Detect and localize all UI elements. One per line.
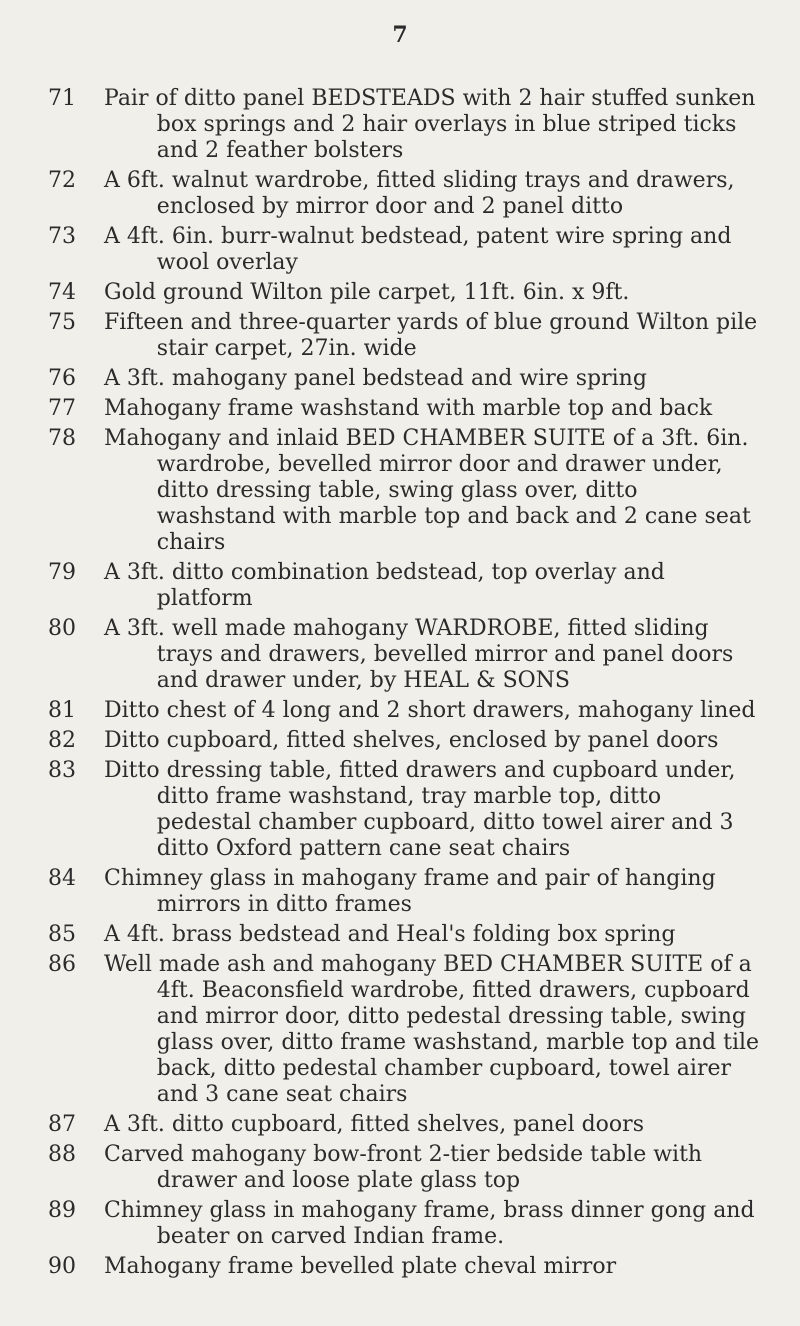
- lot-entry-88: [0, 1142, 800, 1194]
- lot-description: Mahogany and inlaid BED CHAMBER SUITE of a 3ft. 6in. wardrobe, bevelled mirror door and drawer under, ditto dressing table, swing glass over, ditto washstand with marble top and back and 2 cane seat chairs: [104, 426, 751, 555]
- lot-description: Pair of ditto panel BEDSTEADS with 2 hair stuffed sunken box springs and 2 hair overlays in blue striped ticks and 2 feather bolsters: [104, 86, 756, 163]
- page-number: 7: [392, 22, 408, 48]
- lot-description: A 6ft. walnut wardrobe, fitted sliding trays and drawers, enclosed by mirror door and 2 panel ditto: [104, 168, 735, 219]
- lot-number: 88: [48, 1142, 76, 1167]
- lot-number: 86: [48, 952, 76, 977]
- lot-number: 80: [48, 616, 76, 641]
- lot-entry-80: [0, 616, 800, 694]
- lot-entry-75: [0, 310, 800, 362]
- lot-description: Mahogany frame washstand with marble top and back: [104, 396, 713, 421]
- lot-number: 81: [48, 698, 76, 723]
- lot-entry-78: [0, 426, 800, 556]
- lot-number: 85: [48, 922, 76, 947]
- lot-number: 75: [48, 310, 76, 335]
- lot-number: 74: [48, 280, 76, 305]
- lot-entry-86: [0, 952, 800, 1108]
- lot-entry-81: [0, 698, 800, 724]
- lot-description: Chimney glass in mahogany frame, brass dinner gong and beater on carved Indian frame.: [104, 1198, 755, 1249]
- lot-number: 72: [48, 168, 76, 193]
- lot-description: A 3ft. mahogany panel bedstead and wire spring: [104, 366, 647, 391]
- lot-entry-72: [0, 168, 800, 220]
- lot-number: 83: [48, 758, 76, 783]
- lot-entry-90: [0, 1254, 800, 1280]
- lot-number: 82: [48, 728, 76, 753]
- lot-description: Ditto dressing table, fitted drawers and cupboard under, ditto frame washstand, tray marble top, ditto pedestal chamber cupboard, ditto towel airer and 3 ditto Oxford pattern cane seat chairs: [104, 758, 736, 861]
- lot-description: A 3ft. ditto combination bedstead, top overlay and platform: [104, 560, 665, 611]
- lot-number: 87: [48, 1112, 76, 1137]
- lot-description: Carved mahogany bow-front 2-tier bedside table with drawer and loose plate glass top: [104, 1142, 703, 1193]
- lot-number: 79: [48, 560, 76, 585]
- lot-description: Mahogany frame bevelled plate cheval mirror: [104, 1254, 617, 1279]
- lot-number: 89: [48, 1198, 76, 1223]
- lot-description: A 4ft. brass bedstead and Heal's folding box spring: [104, 922, 676, 947]
- lot-description: A 3ft. well made mahogany WARDROBE, fitted sliding trays and drawers, bevelled mirror and panel doors and drawer under, by HEAL & SONS: [104, 616, 734, 693]
- lot-description: A 3ft. ditto cupboard, fitted shelves, panel doors: [104, 1112, 644, 1137]
- lot-number: 78: [48, 426, 76, 451]
- lot-description: Fifteen and three-quarter yards of blue ground Wilton pile stair carpet, 27in. wide: [104, 310, 758, 361]
- lot-number: 73: [48, 224, 76, 249]
- lot-number: 76: [48, 366, 76, 391]
- lot-entry-73: [0, 224, 800, 276]
- lot-entry-83: [0, 758, 800, 862]
- lot-description: Well made ash and mahogany BED CHAMBER SUITE of a 4ft. Beaconsfield wardrobe, fitted drawers, cupboard and mirror door, ditto pedestal dressing table, swing glass over, ditto frame washstand, marble top and tile back, ditto pedestal chamber cupboard, towel airer and 3 cane seat chairs: [104, 952, 760, 1107]
- lot-description: Chimney glass in mahogany frame and pair of hanging mirrors in ditto frames: [104, 866, 716, 917]
- lot-entry-87: [0, 1112, 800, 1138]
- lot-description: Ditto chest of 4 long and 2 short drawers, mahogany lined: [104, 698, 756, 723]
- lot-entry-84: [0, 866, 800, 918]
- lot-number: 90: [48, 1254, 76, 1279]
- lot-description: A 4ft. 6in. burr-walnut bedstead, patent wire spring and wool overlay: [104, 224, 732, 275]
- lot-entry-82: [0, 728, 800, 754]
- lot-description: Ditto cupboard, fitted shelves, enclosed by panel doors: [104, 728, 719, 753]
- lot-entry-79: [0, 560, 800, 612]
- lot-number: 71: [48, 86, 76, 111]
- lot-list: [0, 86, 800, 1284]
- lot-entry-76: [0, 366, 800, 392]
- lot-number: 84: [48, 866, 76, 891]
- lot-entry-74: [0, 280, 800, 306]
- lot-entry-85: [0, 922, 800, 948]
- lot-description: Gold ground Wilton pile carpet, 11ft. 6in. x 9ft.: [104, 280, 630, 305]
- lot-entry-89: [0, 1198, 800, 1250]
- lot-number: 77: [48, 396, 76, 421]
- lot-entry-71: [0, 86, 800, 164]
- lot-entry-77: [0, 396, 800, 422]
